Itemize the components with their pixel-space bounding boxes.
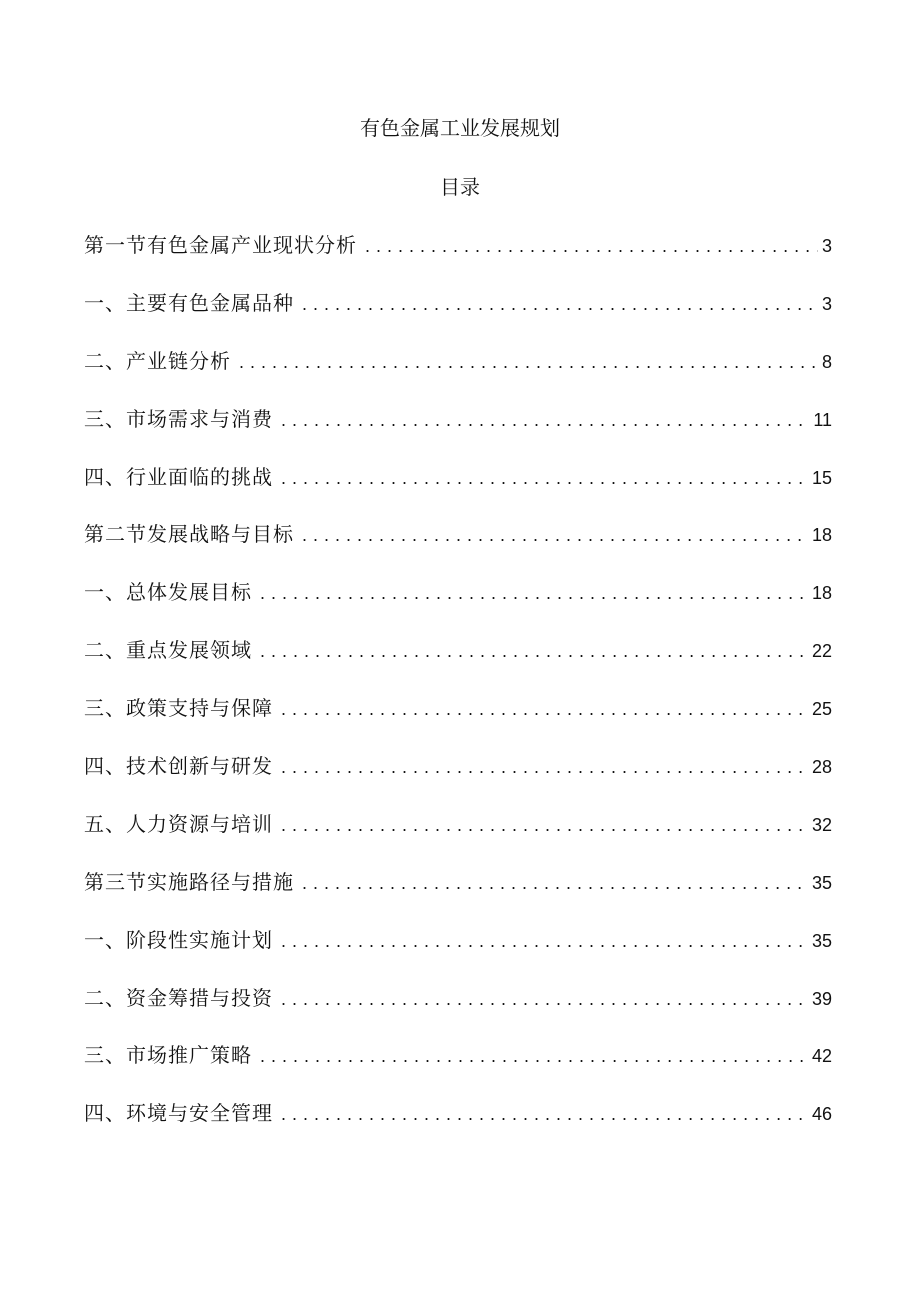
toc-entry-page: 11 — [813, 409, 832, 430]
toc-entry-label: 二、资金筹措与投资 — [84, 985, 273, 1010]
toc-entry-label: 一、总体发展目标 — [84, 580, 252, 605]
toc-entry-page: 28 — [811, 757, 832, 778]
toc-entry-page: 18 — [811, 583, 832, 604]
toc-entry-label: 四、环境与安全管理 — [84, 1101, 273, 1126]
toc-dot-leader — [302, 294, 818, 315]
toc-entry[interactable] — [84, 1039, 832, 1097]
toc-entry-page: 39 — [811, 988, 832, 1009]
toc-entry-label: 三、市场需求与消费 — [84, 406, 273, 431]
toc-entry[interactable] — [84, 345, 832, 403]
toc-entry-label: 四、技术创新与研发 — [84, 754, 273, 779]
toc-entry-page: 3 — [821, 293, 832, 314]
toc-entry[interactable] — [84, 287, 832, 345]
toc-entry-page: 22 — [811, 641, 832, 662]
document-title: 有色金属工业发展规划 — [360, 116, 560, 140]
toc-entry-label: 五、人力资源与培训 — [84, 811, 273, 836]
toc-entry-page: 32 — [811, 814, 832, 835]
toc-dot-leader — [281, 1104, 808, 1125]
table-of-contents — [84, 229, 832, 1155]
toc-entry[interactable] — [84, 229, 832, 287]
toc-entry[interactable] — [84, 866, 832, 924]
toc-entry[interactable] — [84, 518, 832, 576]
toc-entry-label: 第一节有色金属产业现状分析 — [84, 233, 357, 257]
toc-entry-page: 3 — [821, 236, 832, 256]
toc-entry[interactable] — [84, 750, 832, 808]
toc-dot-leader — [281, 410, 809, 431]
toc-dot-leader — [260, 641, 808, 662]
toc-entry-label: 第三节实施路径与措施 — [84, 869, 294, 894]
toc-dot-leader — [281, 815, 808, 836]
toc-entry[interactable] — [84, 982, 832, 1040]
toc-dot-leader — [281, 757, 808, 778]
toc-dot-leader — [281, 699, 808, 720]
toc-entry[interactable] — [84, 576, 832, 634]
toc-dot-leader — [365, 236, 818, 257]
toc-entry-label: 四、行业面临的挑战 — [84, 464, 273, 489]
toc-entry-label: 一、主要有色金属品种 — [84, 290, 294, 315]
toc-dot-leader — [260, 1046, 808, 1067]
toc-entry-page: 35 — [811, 872, 832, 893]
toc-entry[interactable] — [84, 1097, 832, 1155]
toc-dot-leader — [302, 873, 808, 894]
toc-entry-page: 15 — [811, 467, 832, 488]
toc-dot-leader — [302, 525, 808, 546]
toc-dot-leader — [281, 468, 808, 489]
toc-entry-page: 8 — [821, 351, 832, 372]
toc-entry-label: 三、政策支持与保障 — [84, 696, 273, 721]
toc-entry-label: 二、重点发展领域 — [84, 638, 252, 663]
toc-entry[interactable] — [84, 634, 832, 692]
toc-entry[interactable] — [84, 692, 832, 750]
toc-dot-leader — [281, 989, 808, 1010]
toc-entry-page: 42 — [811, 1046, 832, 1067]
toc-entry[interactable] — [84, 461, 832, 519]
toc-entry-page: 46 — [811, 1104, 832, 1125]
toc-entry-page: 18 — [811, 525, 832, 546]
toc-entry-page: 35 — [811, 930, 832, 951]
toc-entry-label: 三、市场推广策略 — [84, 1043, 252, 1068]
toc-dot-leader — [260, 583, 808, 604]
toc-entry-label: 第二节发展战略与目标 — [84, 522, 294, 547]
toc-dot-leader — [281, 931, 808, 952]
toc-heading: 目录 — [440, 175, 480, 199]
toc-dot-leader — [239, 352, 818, 373]
toc-entry[interactable] — [84, 808, 832, 866]
toc-entry[interactable] — [84, 924, 832, 982]
toc-entry-label: 二、产业链分析 — [84, 348, 231, 373]
toc-entry-page: 25 — [811, 699, 832, 720]
toc-entry[interactable] — [84, 403, 832, 461]
toc-entry-label: 一、阶段性实施计划 — [84, 927, 273, 952]
